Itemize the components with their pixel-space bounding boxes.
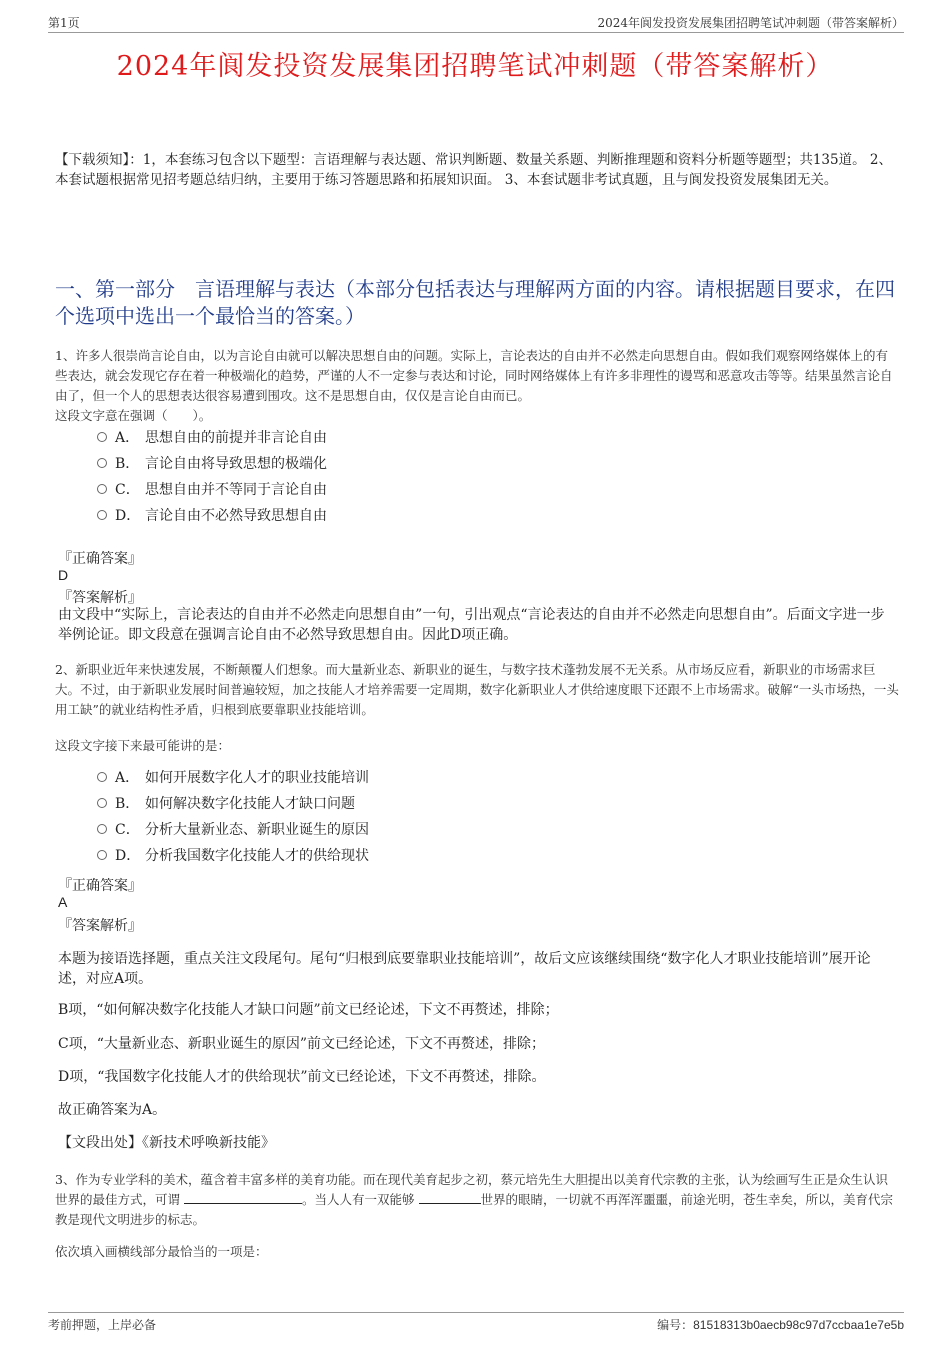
radio-icon[interactable] [97,798,107,808]
q2-analysis-main: 本题为接语选择题，重点关注文段尾句。尾句“归根到底要靠职业技能培训”，故后文应该继续围绕“数字化人才职业技能培训”展开论述，对应A项。 [58,951,871,987]
radio-icon[interactable] [97,432,107,442]
question-3-prompt: 依次填入画横线部分最恰当的一项是： [55,1244,268,1259]
footer-code: 编号：81518313b0aecb98c97d7ccbaa1e7e5b [657,1318,904,1332]
q1-analysis: 由文段中“实际上，言论表达的自由并不必然走向思想自由”一句，引出观点“言论表达的自由并不必然走向思想自由”。后面文字进一步举例论证。即文段意在强调言论自由不必然导致思想自由。因此D项正确。 [58,607,885,643]
footer-slogan: 考前押题，上岸必备 [48,1318,157,1332]
question-2-stem: 2、新职业近年来快速发展，不断颠覆人们想象。而大量新业态、新职业的诞生，与数字技术蓬勃发展不无关系。从市场反应看，新职业的市场需求巨大。不过，由于新职业发展时间普遍较短，加之技能人才培养需要一定周期，数字化新职业人才供给速度眼下还跟不上市场需求。破解“一头市场热，一头用工缺”的就业结构性矛盾，归根到底要靠职业技能培训。 [55,662,899,717]
header-doc-title: 2024年阆发投资发展集团招聘笔试冲刺题（带答案解析） [597,16,904,30]
q2-option-b[interactable]: B． 如何解决数字化技能人才缺口问题 [97,793,355,815]
q2-option-a[interactable]: A． 如何开展数字化人才的职业技能培训 [97,767,369,789]
q2-analysis-b: B项，“如何解决数字化技能人才缺口问题”前文已经论述，下文不再赘述，排除； [58,1002,559,1018]
fill-blank-1[interactable] [184,1191,302,1204]
page-header [48,14,904,33]
document-title: 2024年阆发投资发展集团招聘笔试冲刺题（带答案解析） [116,51,834,82]
q1-answer: D [58,567,69,583]
q1-option-b[interactable]: B． 言论自由将导致思想的极端化 [97,453,327,475]
question-1-stem: 1、许多人很崇尚言论自由，以为言论自由就可以解决思想自由的问题。实际上，言论表达的自由并不必然走向思想自由。假如我们观察网络媒体上的有些表达，就会发现它存在着一种极端化的趋势，严谨的人不一定参与表达和讨论，同时网络媒体上有许多非理性的谩骂和恶意攻击等等。结果虽然言论自由了，但一个人的思想表达很容易遭到围攻。这不是思想自由，仅仅是言论自由而已。 [55,348,893,403]
fill-blank-2[interactable] [419,1191,481,1204]
q1-answer-label: 『正确答案』 [58,551,142,567]
page-footer [48,1312,904,1336]
q2-analysis-c: C项，“大量新业态、新职业诞生的原因”前文已经论述，下文不再赘述，排除； [58,1036,546,1052]
question-3-stem: 3、作为专业学科的美术，蕴含着丰富多样的美育功能。而在现代美育起步之初，蔡元培先生大胆提出以美育代宗教的主张，认为绘画写生正是众生认识世界的最佳方式，可谓 。当人人有一双能够 世界的眼睛，一切就不再浑浑噩噩，前途光明，苍生幸矣，所以，美育代宗教是现代文明进步的标志。 [55,1172,894,1227]
q1-analysis-label: 『答案解析』 [58,590,142,606]
q2-answer-label: 『正确答案』 [58,878,142,894]
q2-answer: A [58,894,68,910]
radio-icon[interactable] [97,850,107,860]
question-1-prompt: 这段文字意在强调（ ）。 [55,408,212,423]
section-title: 一、第一部分 言语理解与表达（本部分包括表达与理解两方面的内容。请根据题目要求，在四个选项中选出一个最恰当的答案。） [55,277,895,328]
q1-option-d[interactable]: D． 言论自由不必然导致思想自由 [97,505,327,527]
q2-analysis-d: D项，“我国数字化技能人才的供给现状”前文已经论述，下文不再赘述，排除。 [58,1069,546,1085]
q2-analysis-label: 『答案解析』 [58,918,142,934]
radio-icon[interactable] [97,484,107,494]
radio-icon[interactable] [97,458,107,468]
download-notice: 【下载须知】：1，本套练习包含以下题型：言语理解与表达题、常识判断题、数量关系题、判断推理题和资料分析题等题型；共135道。 2、本套试题根据常见招考题总结归纳，主要用于练习答题思路和拓展知识面。 3、本套试题非考试真题，且与阆发投资发展集团无关。 [55,152,892,188]
q2-analysis-conclusion: 故正确答案为A。 [58,1102,167,1118]
q2-source: 【文段出处】《新技术呼唤新技能》 [58,1135,275,1151]
q1-option-a[interactable]: A． 思想自由的前提并非言论自由 [97,427,327,449]
q2-option-c[interactable]: C． 分析大量新业态、新职业诞生的原因 [97,819,369,841]
radio-icon[interactable] [97,772,107,782]
question-2-prompt: 这段文字接下来最可能讲的是： [55,738,231,753]
radio-icon[interactable] [97,510,107,520]
page-number: 第1页 [48,16,80,30]
q1-option-c[interactable]: C． 思想自由并不等同于言论自由 [97,479,327,501]
q2-option-d[interactable]: D． 分析我国数字化技能人才的供给现状 [97,845,369,867]
radio-icon[interactable] [97,824,107,834]
